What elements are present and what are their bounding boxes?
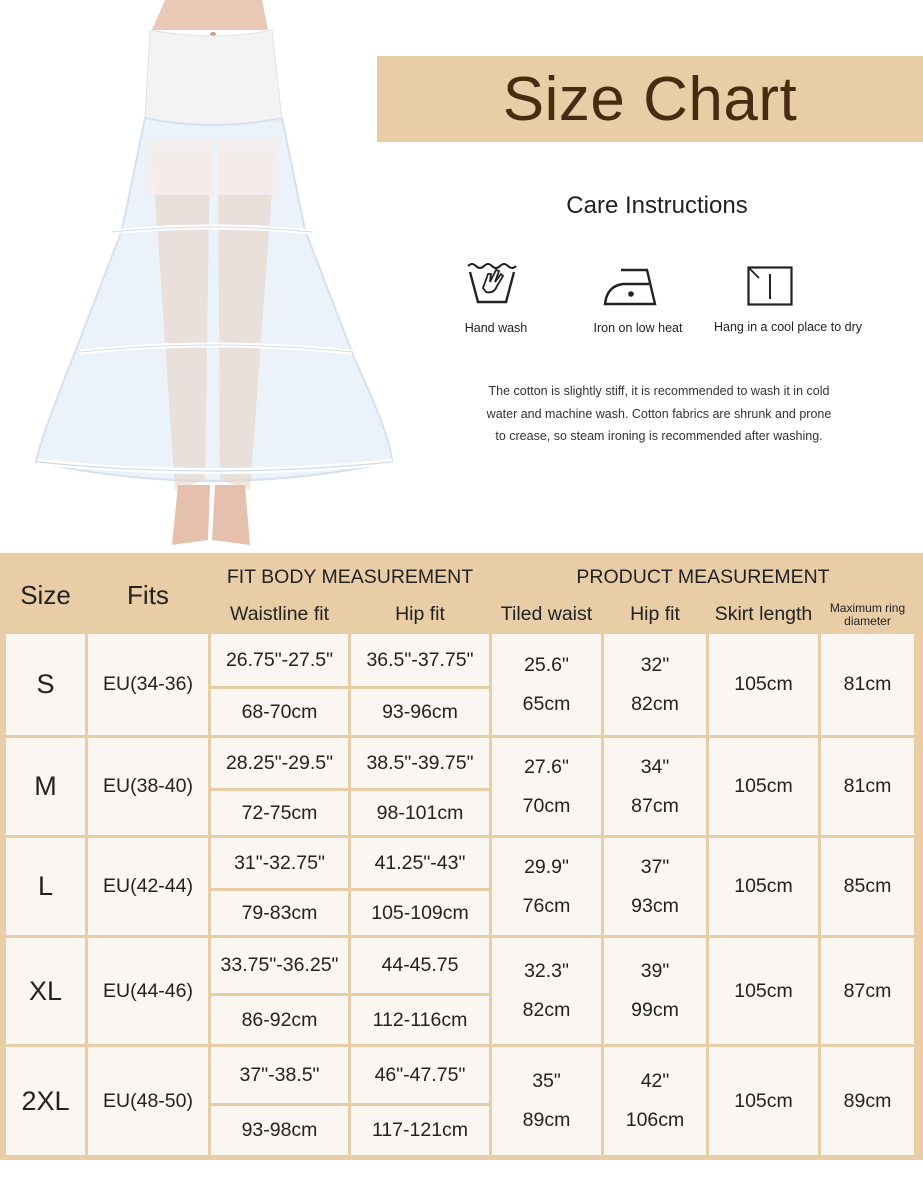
row-size: 2XL (6, 1047, 85, 1155)
tiled-waist-value: 89cm (522, 1109, 571, 1131)
tiled-waist-value: 76cm (522, 894, 571, 917)
row-waist-inch: 37"-38.5" (211, 1047, 348, 1103)
product-hip-value: 106cm (625, 1109, 685, 1131)
row-hip-cm: 112-116cm (351, 996, 489, 1044)
hang-dry-label: Hang in a cool place to dry (713, 320, 862, 334)
row-ring-diameter: 85cm (821, 838, 914, 935)
row-hip-cm: 105-109cm (351, 891, 489, 935)
tiled-waist-value: 25.6" (524, 653, 569, 676)
header-size: Size (6, 559, 85, 631)
tiled-waist-value: 32.3" (524, 960, 569, 982)
product-hip-value: 39" (640, 960, 670, 982)
row-waist-cm: 72-75cm (211, 791, 348, 835)
row-product-hip-fit (604, 1047, 706, 1155)
care-description (443, 380, 875, 448)
row-tiled-waist (492, 938, 601, 1044)
row-waist-inch: 28.25"-29.5" (211, 738, 348, 788)
header-waistline-fit: Waistline fit (211, 598, 348, 631)
row-waist-inch: 26.75"-27.5" (211, 634, 348, 686)
row-tiled-waist (492, 738, 601, 835)
product-hip-value: 87cm (631, 794, 679, 817)
row-ring-diameter: 81cm (821, 738, 914, 835)
row-fits: EU(48-50) (88, 1047, 208, 1155)
product-hip-value: 34" (640, 755, 670, 778)
tiled-waist-value: 27.6" (524, 755, 569, 778)
header-body-measurement: FIT BODY MEASUREMENT (211, 559, 489, 595)
iron-low-heat-icon (603, 264, 659, 306)
header-hip-fit: Hip fit (351, 598, 489, 631)
row-ring-diameter: 89cm (821, 1047, 914, 1155)
row-waist-cm: 93-98cm (211, 1106, 348, 1155)
row-fits: EU(44-46) (88, 938, 208, 1044)
product-hip-value: 99cm (631, 999, 679, 1021)
product-hip-value: 32" (640, 653, 670, 676)
header-tiled-waist: Tiled waist (492, 598, 601, 631)
row-hip-inch: 44-45.75 (351, 938, 489, 993)
hang-dry-icon (747, 266, 793, 306)
row-skirt-length: 105cm (709, 1047, 818, 1155)
row-waist-cm: 68-70cm (211, 689, 348, 735)
product-photo (0, 0, 440, 550)
tiled-waist-value: 65cm (522, 692, 571, 715)
row-ring-diameter: 81cm (821, 634, 914, 735)
row-size: XL (6, 938, 85, 1044)
row-skirt-length: 105cm (709, 634, 818, 735)
care-instructions-title: Care Instructions (566, 192, 748, 219)
row-fits: EU(42-44) (88, 838, 208, 935)
product-hip-value: 42" (640, 1070, 670, 1092)
row-skirt-length: 105cm (709, 738, 818, 835)
header-fits: Fits (88, 559, 208, 631)
care-text-line: water and machine wash. Cotton fabrics are shrunk and prone (486, 406, 832, 421)
tiled-waist-value: 35" (532, 1070, 561, 1092)
row-product-hip-fit (604, 634, 706, 735)
row-hip-cm: 117-121cm (351, 1106, 489, 1155)
care-text-line: to crease, so steam ironing is recommended after washing. (495, 429, 823, 443)
product-hip-value: 37" (640, 855, 670, 878)
row-fits: EU(34-36) (88, 634, 208, 735)
row-product-hip-fit (604, 938, 706, 1044)
row-skirt-length: 105cm (709, 838, 818, 935)
header-product-hip-fit: Hip fit (604, 598, 706, 631)
header-ring-text: Maximum ring (829, 600, 906, 615)
header-skirt-length: Skirt length (709, 598, 818, 631)
row-tiled-waist (492, 1047, 601, 1155)
row-waist-inch: 33.75"-36.25" (211, 938, 348, 993)
hand-wash-icon (466, 258, 518, 304)
row-hip-inch: 41.25"-43" (351, 838, 489, 888)
row-hip-cm: 93-96cm (351, 689, 489, 735)
header-product-measurement: PRODUCT MEASUREMENT (492, 559, 914, 595)
row-waist-cm: 79-83cm (211, 891, 348, 935)
row-size: S (6, 634, 85, 735)
hand-wash-label: Hand wash (464, 321, 528, 335)
tiled-waist-value: 82cm (522, 999, 571, 1021)
row-waist-inch: 31"-32.75" (211, 838, 348, 888)
row-product-hip-fit (604, 738, 706, 835)
row-fits: EU(38-40) (88, 738, 208, 835)
size-chart-banner (377, 56, 923, 142)
row-hip-inch: 46"-47.75" (351, 1047, 489, 1103)
banner-title: Size Chart (502, 64, 798, 134)
row-hip-cm: 98-101cm (351, 791, 489, 835)
product-hip-value: 93cm (631, 894, 679, 917)
row-waist-cm: 86-92cm (211, 996, 348, 1044)
row-size: L (6, 838, 85, 935)
row-ring-diameter: 87cm (821, 938, 914, 1044)
header-max-ring-diameter (821, 598, 914, 631)
product-hip-value: 82cm (631, 692, 679, 715)
row-size: M (6, 738, 85, 835)
row-product-hip-fit (604, 838, 706, 935)
row-tiled-waist (492, 838, 601, 935)
care-text-line: The cotton is slightly stiff, it is recommended to wash it in cold (488, 384, 830, 398)
header-ring-text: diameter (844, 613, 891, 628)
row-hip-inch: 36.5"-37.75" (351, 634, 489, 686)
size-table (0, 553, 923, 1160)
tiled-waist-value: 29.9" (524, 855, 569, 878)
row-hip-inch: 38.5"-39.75" (351, 738, 489, 788)
row-tiled-waist (492, 634, 601, 735)
row-skirt-length: 105cm (709, 938, 818, 1044)
iron-low-heat-label: Iron on low heat (593, 321, 683, 335)
tiled-waist-value: 70cm (522, 794, 571, 817)
